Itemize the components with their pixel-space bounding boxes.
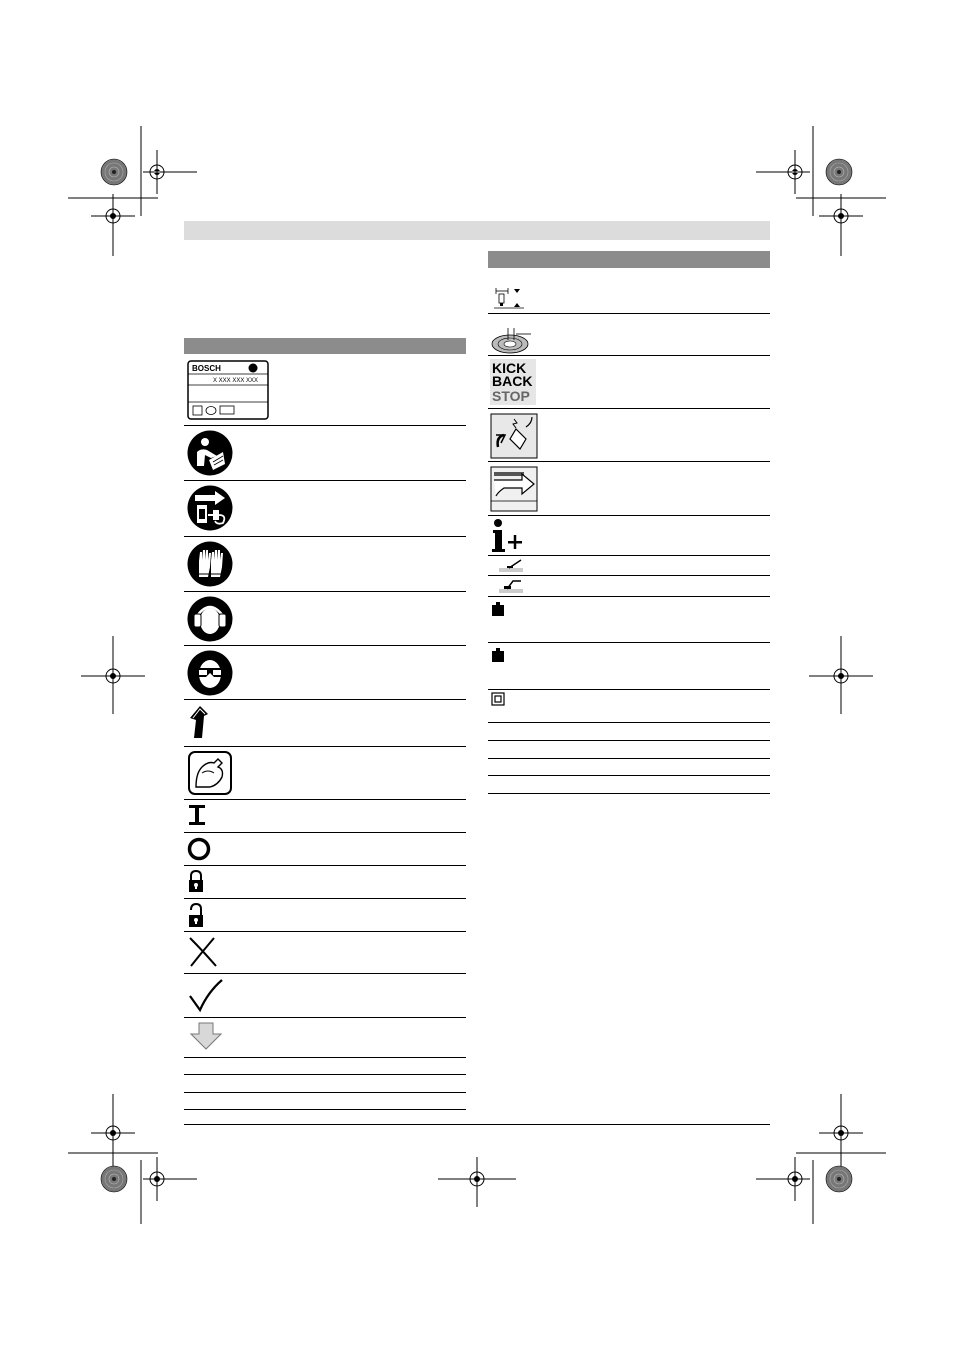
divider <box>184 480 466 481</box>
divider <box>184 1109 466 1110</box>
on-symbol-icon <box>188 804 206 826</box>
divider <box>184 832 466 833</box>
read-manual-icon <box>187 430 233 476</box>
lock-icon <box>188 869 204 893</box>
eye-protection-icon <box>187 650 233 696</box>
arrow-up-icon <box>188 704 212 740</box>
kickback-stop-icon <box>490 359 536 405</box>
unlock-icon <box>188 902 204 928</box>
kickback-line3: STOP <box>492 388 530 404</box>
unplug-icon <box>187 485 233 531</box>
magnet-coupling-icon <box>490 413 538 459</box>
large-angle-icon <box>499 577 525 594</box>
divider <box>184 1057 466 1058</box>
divider <box>184 973 466 974</box>
check-icon <box>188 978 224 1014</box>
divider <box>488 555 770 556</box>
divider <box>184 931 466 932</box>
divider <box>488 793 770 794</box>
divider <box>488 642 770 643</box>
divider <box>184 898 466 899</box>
right-section-header <box>488 251 770 268</box>
divider <box>488 596 770 597</box>
divider <box>488 461 770 462</box>
divider <box>488 515 770 516</box>
divider <box>184 799 466 800</box>
divider <box>488 408 770 409</box>
rating-plate-brand: BOSCH <box>192 364 221 373</box>
divider <box>488 355 770 356</box>
left-section-header <box>184 338 466 354</box>
divider <box>488 313 770 314</box>
off-symbol-icon <box>187 837 211 861</box>
divider <box>184 536 466 537</box>
divider <box>184 699 466 700</box>
kickback-line2: BACK <box>492 373 533 389</box>
kickback-line1: KICK <box>492 360 527 376</box>
weight-icon-2 <box>491 647 505 663</box>
gloves-icon <box>187 541 233 587</box>
divider <box>488 740 770 741</box>
divider <box>184 1092 466 1093</box>
info-plus-icon <box>491 519 523 553</box>
small-angle-icon <box>499 557 525 573</box>
divider <box>184 1017 466 1018</box>
arrow-down-icon <box>190 1022 222 1050</box>
page-header-bar <box>184 221 770 240</box>
divider <box>184 1074 466 1075</box>
depth-gauge-icon <box>492 286 528 310</box>
disc-diameter-icon <box>490 326 532 354</box>
rating-plate-serial: X XXX XXX XXX <box>213 378 259 384</box>
divider <box>184 746 466 747</box>
ear-protection-icon <box>187 596 233 642</box>
divider <box>184 591 466 592</box>
divider <box>184 865 466 866</box>
divider <box>184 425 466 426</box>
divider <box>488 689 770 690</box>
page-footer-rule <box>184 1124 770 1125</box>
grip-hand-icon <box>188 751 232 795</box>
divider <box>488 575 770 576</box>
cross-icon <box>188 936 218 968</box>
divider <box>488 775 770 776</box>
rating-plate-icon <box>187 360 269 420</box>
divider <box>184 645 466 646</box>
plug-arrow-icon <box>490 466 538 512</box>
divider <box>488 722 770 723</box>
protection-class-icon <box>491 692 505 706</box>
weight-icon <box>491 601 505 617</box>
divider <box>488 758 770 759</box>
